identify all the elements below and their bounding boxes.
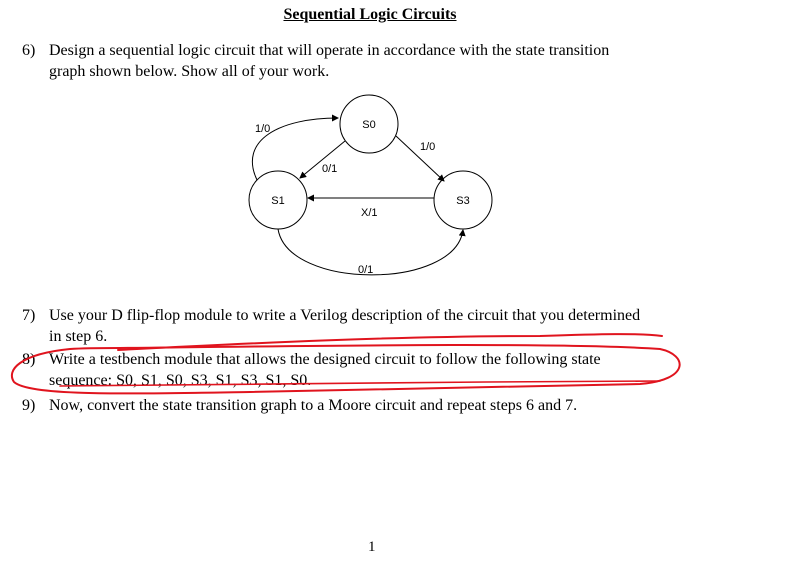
transition-label: 0/1 — [358, 264, 374, 276]
state-label: S3 — [456, 195, 470, 207]
question-text-line: in step 6. — [49, 328, 108, 345]
question-text-line: Now, convert the state transition graph to a Moore circuit and repeat steps 6 and 7. — [49, 397, 578, 414]
transition-label: 0/1 — [322, 163, 338, 175]
state-label: S0 — [362, 119, 376, 131]
question-text-line: Write a testbench module that allows the designed circuit to follow the following state — [49, 351, 601, 368]
question-text-line: sequence: S0, S1, S0, S3, S1, S3, S1, S0. — [49, 372, 312, 389]
state-label: S1 — [271, 195, 285, 207]
question-number: 7) — [22, 307, 36, 324]
question-text-line: Use your D flip-flop module to write a Verilog description of the circuit that you determined — [49, 307, 641, 324]
document-title: Sequential Logic Circuits — [283, 6, 457, 23]
question-text-line: Design a sequential logic circuit that will operate in accordance with the state transition — [49, 42, 610, 59]
page-number: 1 — [368, 539, 376, 555]
question-number: 8) — [22, 351, 36, 368]
question-text-line: graph shown below. Show all of your work. — [49, 63, 330, 80]
transition-label: 1/0 — [255, 123, 271, 135]
state-s1 — [249, 171, 307, 229]
transition-label: 1/0 — [420, 141, 436, 153]
question-number: 6) — [22, 42, 36, 59]
question-number: 9) — [22, 397, 36, 414]
transition-label: X/1 — [361, 207, 378, 219]
state-s0 — [340, 95, 398, 153]
